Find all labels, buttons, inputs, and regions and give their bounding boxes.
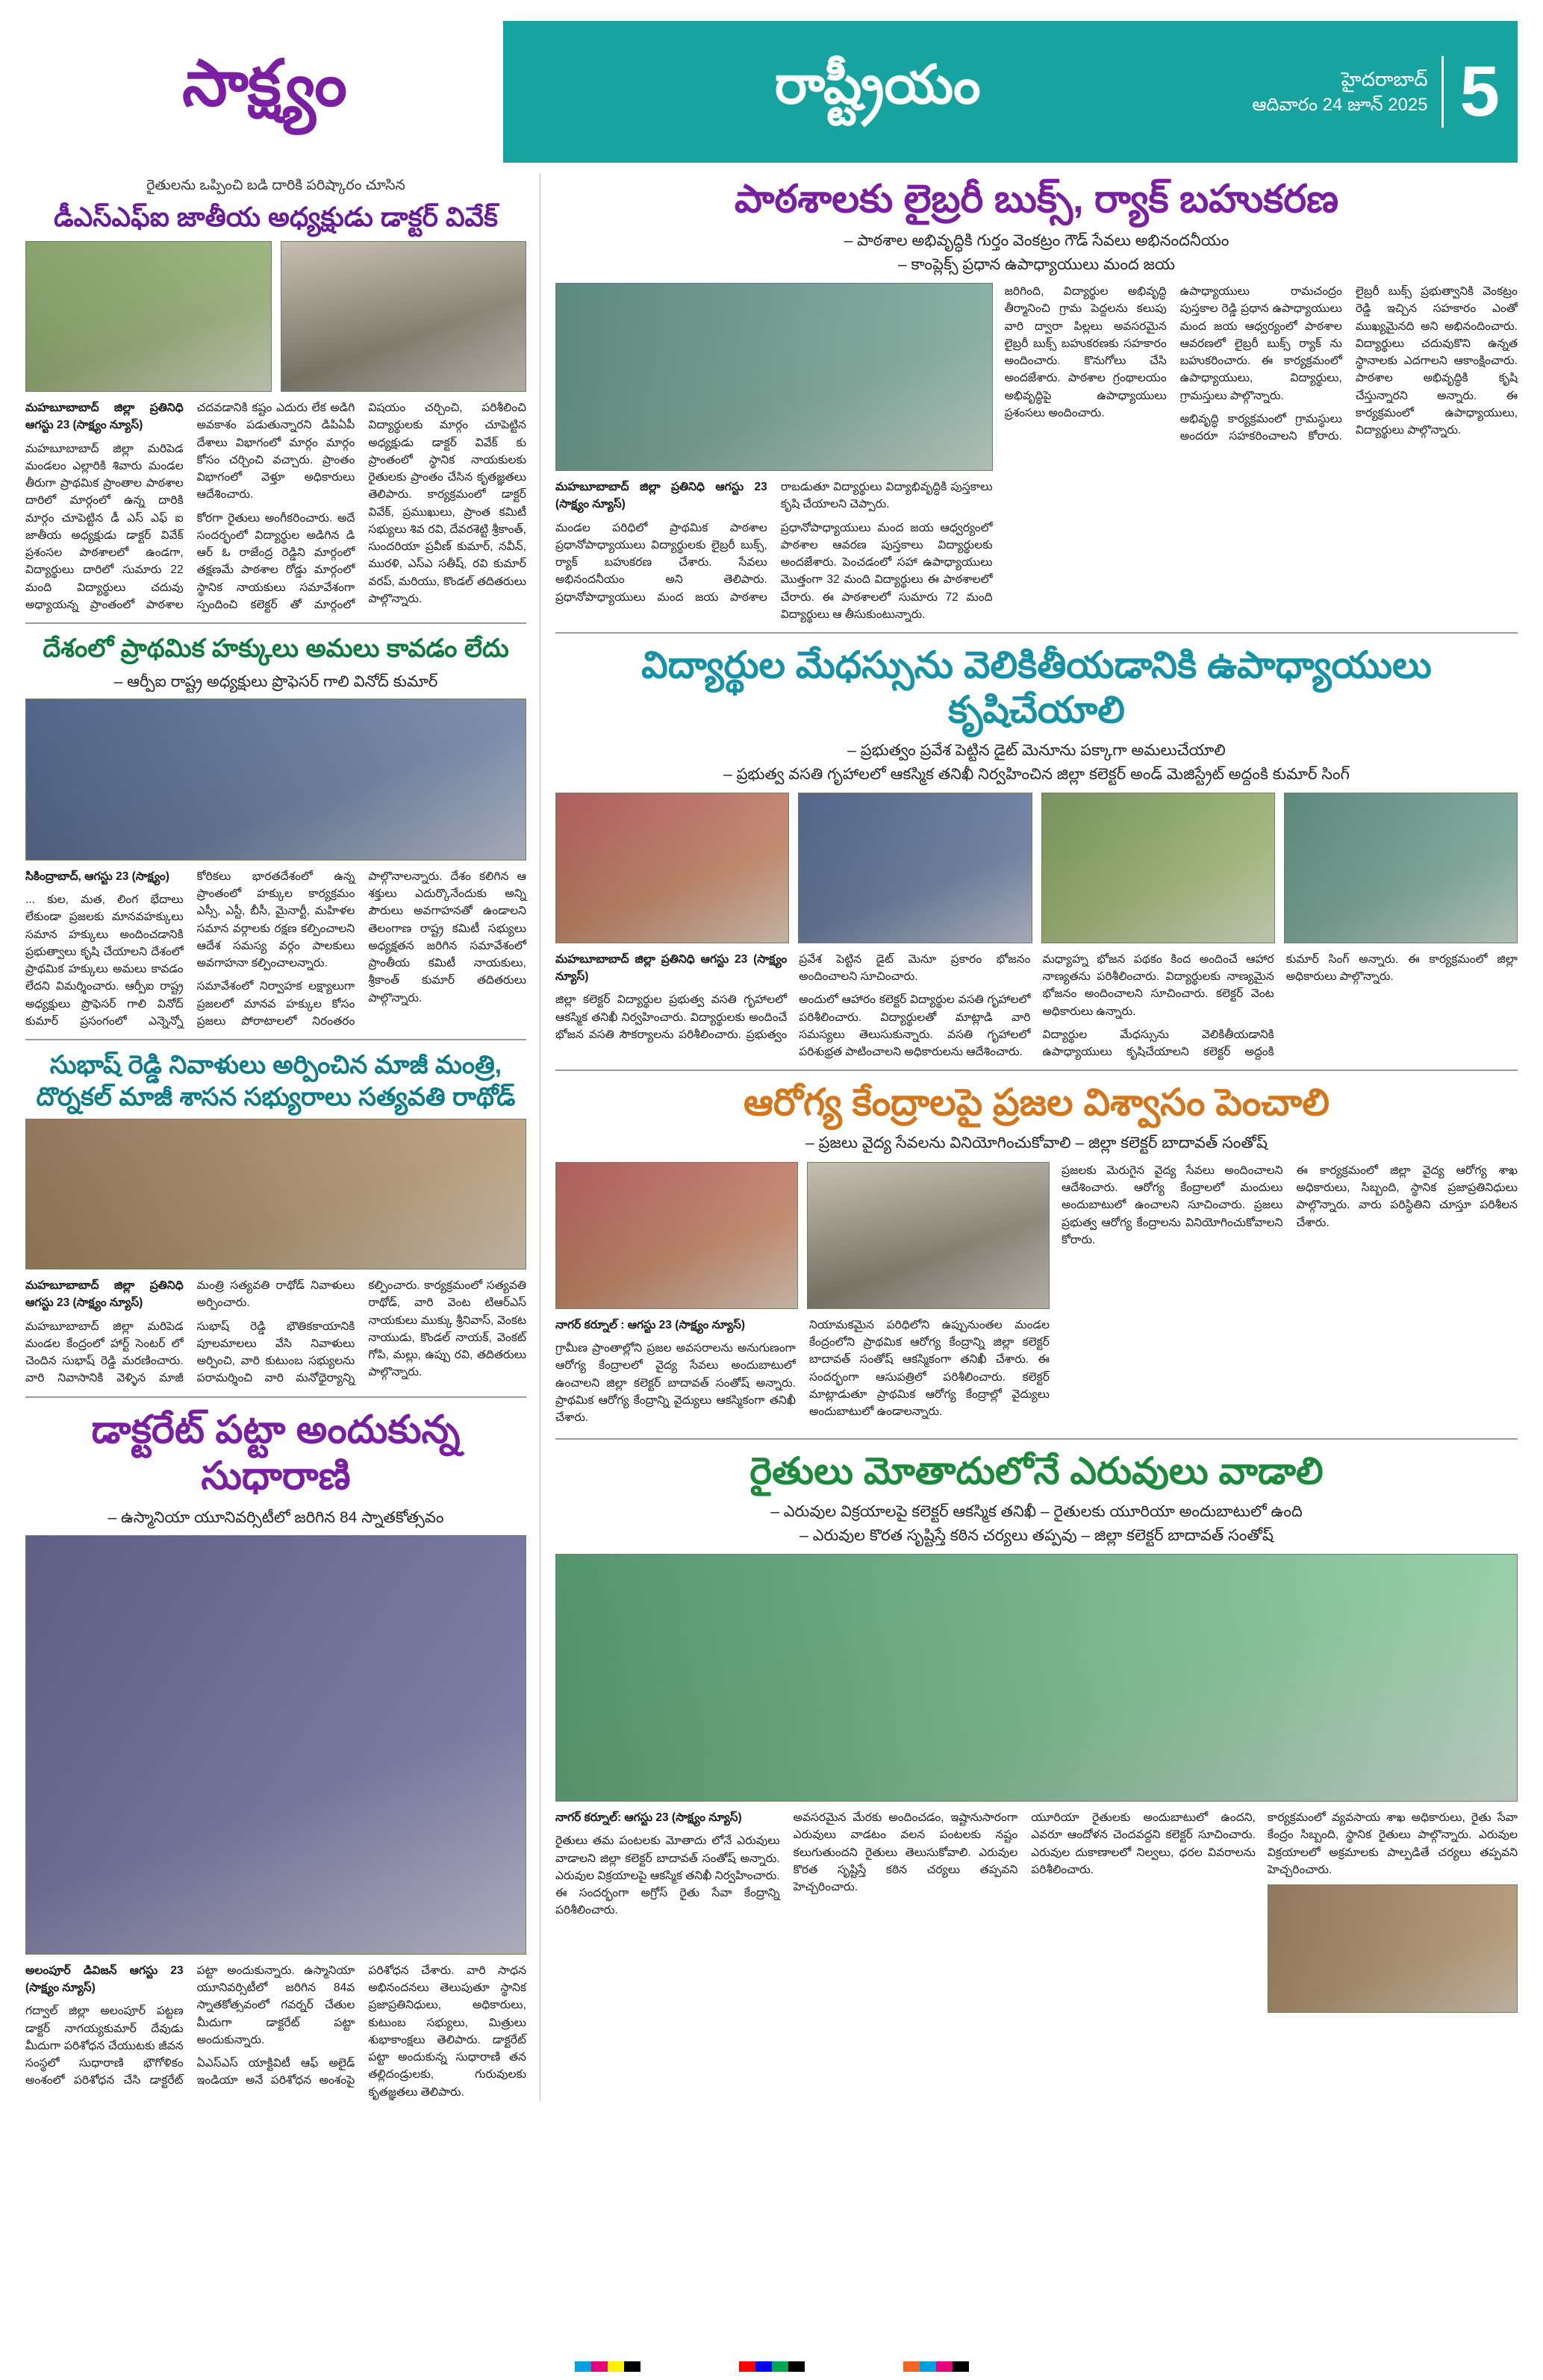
article-photo xyxy=(798,793,1032,943)
color-swatch xyxy=(920,2361,936,2372)
section-title: రాష్ట్రీయం xyxy=(774,55,981,115)
divider xyxy=(555,632,1518,634)
article-headline: డాక్టరేట్ పట్టా అందుకున్న సుధారాణి xyxy=(91,1408,461,1499)
article-body xyxy=(25,868,526,1030)
article-photo xyxy=(807,1162,1050,1309)
article-photo xyxy=(25,1119,526,1269)
dateline: మహబూబాబాద్ జిల్లా ప్రతినిధి ఆగస్టు 23 (సాక్ష్యం న్యూస్) xyxy=(25,1279,184,1310)
section-banner xyxy=(503,21,1252,163)
paragraph: ఏఎస్ఎస్ యాక్టివిటీ ఆఫ్ అలైడ్ ఇండియా అనే పరిశోధన అంశంపై పరిశోధన చేశారు. వారి సాధన అభినందనలు తెలుపుతూ స్థానిక ప్రజాప్రతినిధులు, అధికారులు, కుటుంబ సభ్యులు, మిత్రులు శుభాకాంక్షలు తెలిపారు. డాక్టరేట్ పట్టా అందుకున్న సుధారాణి తన తల్లిదండ్రులకు, గురువులకు కృతజ్ఞతలు తెలిపారు. xyxy=(196,1964,526,2099)
paragraph: నియామకమైన పరిధిలోని ఉప్పునుంతల మండల కేంద్రంలోని ప్రాథమిక ఆరోగ్య కేంద్రాన్ని జిల్లా కలెక్టర్ బాదావత్ సంతోష్ ఆకస్మికంగా తనిఖీ చేశారు. ఈ సందర్భంగా ఆసుపత్రిలో పరిశీలించారు. కలెక్టర్ మాట్లాడుతూ ప్రాథమిక ఆరోగ్య కేంద్రాల్లో వైద్యులు అందుబాటులో ఉండాలన్నారు. xyxy=(808,1318,1050,1419)
article-body xyxy=(555,1317,1050,1430)
article-photo xyxy=(25,241,272,392)
article-fertilizer-usage xyxy=(555,1449,1518,2013)
article-headline: పాఠశాలకు లైబ్రరీ బుక్స్, ర్యాక్ బహుకరణ xyxy=(734,178,1339,221)
article-photo xyxy=(25,1535,526,1955)
photo-row xyxy=(555,793,1518,943)
paragraph xyxy=(555,1317,796,1334)
paragraph: ప్రజలకు మెరుగైన వైద్య సేవలు అందించాలని ఆదేశించారు. ఆరోగ్య కేంద్రాలలో మందులు అందుబాటులో ఉంచాలని సూచించారు. ప్రజలు ప్రభుత్వ ఆరోగ్య కేంద్రాలను వినియోగించుకోవాలని కోరారు. xyxy=(1061,1164,1283,1246)
masthead-date-page xyxy=(1252,21,1518,163)
color-swatch xyxy=(936,2361,953,2372)
article-body xyxy=(555,478,993,623)
paragraph: మహబూబాబాద్ జిల్లా మరిపెడ మండలం ఎల్లారికి శివారు మండల తీరుగా ప్రాథమిక ప్రాంతాల పాఠశాల దారిలో మార్గంలో ఉన్న దారికి మార్గం చూపెట్టిన డీ ఎస్ ఎఫ్ ఐ జాతీయ అధ్యక్షుడు డాక్టర్ వివేక్ ప్రశంసల పాఠశాలలో ఉండగా, విద్యార్థులు దారిలో సుమారు 22 మంది విద్యార్థులు చదువు అధ్యాయన్న ప్రాంతంలో పాఠశాల చదవడానికి కష్టం ఎదురు లేక అడిగి అవకాశం పడుతున్నారని డిపిఏపీ దేశాలు విభాగంలో మార్గం మార్గం కోసం చర్చించి వచ్చారు. ప్రాంతం విభాగంలో వెళ్తూ అధికారులు ఆదేశించారు. xyxy=(25,402,355,611)
article-headline: రైతులు మోతాదులోనే ఎరువులు వాడాలి xyxy=(749,1450,1324,1493)
article-rpi-rights xyxy=(25,633,526,1030)
article-headline: ఆరోగ్య కేంద్రాలపై ప్రజల విశ్వాసం పెంచాలి xyxy=(743,1081,1330,1124)
paragraph: మధ్యాహ్న భోజన పథకం కింద అందించే ఆహార నాణ్యతను పరిశీలించారు. విద్యార్థులకు నాణ్యమైన భోజనం అందించాలని సూచించారు. కలెక్టర్ వెంట అధికారులు ఉన్నారు. xyxy=(1042,952,1274,1018)
article-headline: విద్యార్థుల మేధస్సును వెలికితీయడానికి ఉపాధ్యాయులు కృషిచేయాలి xyxy=(641,644,1432,731)
divider xyxy=(25,622,526,624)
color-swatch xyxy=(788,2361,805,2372)
paragraph: కార్యక్రమంలో వ్యవసాయ శాఖ అధికారులు, రైతు సేవా కేంద్రం సిబ్బంది, స్థానిక రైతులు పాల్గొన్నారు. ఎరువుల విక్రయాలలో అక్రమాలకు పాల్పడితే చర్యలు తప్పవని హెచ్చరించారు. xyxy=(1267,1811,1518,1876)
article-body-with-photo xyxy=(555,1809,1518,2013)
paragraph: జరిగింది, విద్యార్థుల అభివృద్ధి తీర్మానించి గ్రామ పెద్దలను కలుపు వారి ద్వారా పిల్లలు అవసరమైన లైబ్రరీ బుక్స్ బహుకరణకు సహకారం అందించారు. కొనుగోలు చేసి అందజేశారు. పాఠశాల గ్రంథాలయం అభివృద్ధిపై ఉపాధ్యాయులు ప్రశంసలు అందించారు. xyxy=(1004,285,1167,419)
swatch-group xyxy=(575,2361,640,2372)
dateline: సికింద్రాబాద్, ఆగస్టు 23 (సాక్ష్యం) xyxy=(25,869,169,883)
article-photo xyxy=(555,1162,798,1309)
right-column xyxy=(540,173,1518,2101)
article-subhead: – ఎరువుల కొరత సృష్టిస్తే కఠిన చర్యలు తప్పవు – జిల్లా కలెక్టర్ బాదావత్ సంతోష్ xyxy=(799,1526,1274,1544)
paragraph: కోరగా రైతులు అంగీకరించారు. అదే సందర్భంలో విద్యార్థుల అడిగిన డి ఆర్ ఓ రాజేంద్ర రెడ్డిని మార్గంలో తక్షణమే పాఠశాల రోడ్డు మార్గంలో స్థానిక నాయకులు సమావేశంగా స్పందించి కలెక్టర్ తో మార్గంలో విషయం చర్చించి, పరిశీలించి విద్యార్థులకు మార్గం చూపెట్టిన అధ్యక్షుడు డాక్టర్ వివేక్ కు ప్రాంతంలో స్థానిక నాయకులకు రైతులకు ప్రాంతం చేసిన కృతజ్ఞతలు తెలిపారు. కార్యక్రమంలో డాక్టర్ వివేక్, ప్రముఖులు, ప్రాంత కమిటీ సభ్యులు శివ రవి, దేవరశెట్టి శ్రీకాంత్, సుందరియా ప్రవీణ్ కుమార్, నవీన్, మురళి, ఎస్ఎ సతీష్, రవి కుమార్ వరప్, మరియు, కొండల్ తదితరులు పాల్గొన్నారు. xyxy=(196,402,526,611)
paragraph: ఉపాధ్యాయులు రామచంద్రం పుస్తకాల రెడ్డి ప్రధాన ఉపాధ్యాయులు మంద జయ ఆధ్వర్యంలో పాఠశాల ఆవరణలో లైబ్రరీ బుక్స్ ర్యాక్ ను బహుకరించారు. ఈ కార్యక్రమంలో ఉపాధ్యాయులు, విద్యార్థులు, గ్రామస్తులు పాల్గొన్నారు. xyxy=(1179,285,1342,402)
article-photo xyxy=(281,241,527,392)
article-body xyxy=(555,951,1518,1061)
article-photo xyxy=(555,793,789,943)
article-photo xyxy=(1041,793,1275,943)
edition-date: ఆదివారం 24 జూన్ 2025 xyxy=(1252,95,1428,116)
color-swatch xyxy=(903,2361,920,2372)
article-photo xyxy=(1284,793,1518,943)
paragraph: మహబూబాబాద్ జిల్లా మరిపెడ మండల కేంద్రంలో హార్ట్ సెంటర్ లో చెందిన సుభాష్ రెడ్డి మరణించారు. వారి నివాసానికి వెళ్ళిన మాజీ మంత్రి సత్యవతి రాథోడ్ నివాళులు అర్పించారు. xyxy=(25,1279,355,1385)
article-subhead: – కాంప్లెక్స్ ప్రధాన ఉపాధ్యాయులు మంద జయ xyxy=(897,255,1176,273)
paragraph: అభివృద్ధి కార్యక్రమంలో గ్రామస్థులు అందరూ సహకరించాలని కోరారు. లైబ్రరీ బుక్స్ ప్రభుత్వానికి వెంకట్రం రెడ్డి ఇచ్చిన సహకారం ఎంతో ముఖ్యమైనది అని అభినందించారు. విద్యార్థులు చదువుకొని ఉన్నత స్థానాలకు ఎదగాలని ఆకాంక్షించారు. పాఠశాల అభివృద్ధికి కృషి చేస్తున్నారని అన్నారు. ఈ కార్యక్రమంలో ఉపాధ్యాయులు, విద్యార్థులు పాల్గొన్నారు. xyxy=(1179,285,1518,443)
masthead-logo-area xyxy=(25,21,503,163)
article-subhead: – ప్రభుత్వ వసతి గృహాలలో ఆకస్మిక తనిఖీ నిర్వహించిన జిల్లా కలెక్టర్ అండ్ మెజిస్ట్రేట్ అద్దంకి కుమార్ సింగ్ xyxy=(723,765,1350,783)
article-subhead: – ఉస్మానియా యూనివర్సిటీలో జరిగిన 84 స్నాతకోత్సవం xyxy=(107,1509,444,1527)
article-subhash-reddy-tribute xyxy=(25,1049,526,1387)
publication-logo: సాక్ష్యం xyxy=(182,48,346,119)
paragraph: జిల్లా కలెక్టర్ విద్యార్థుల ప్రభుత్వ వసతి గృహాలలో ఆకస్మిక తనిఖీ నిర్వహించారు. విద్యార్థులకు అందించే భోజన వసతి సౌకర్యాలను పరిశీలించారు. ప్రభుత్వం ప్రవేశ పెట్టిన డైట్ మెనూ ప్రకారం భోజనం అందించాలని సూచించారు. xyxy=(555,952,1031,1041)
color-swatch xyxy=(739,2361,755,2372)
dateline: మహబూబాబాద్ జిల్లా ప్రతినిధి ఆగస్టు 23 (సాక్ష్యం న్యూస్) xyxy=(555,952,788,984)
paragraph: విద్యార్థుల మేధస్సును వెలికితీయడానికి ఉపాధ్యాయులు కృషిచేయాలని కలెక్టర్ అద్దంకి కుమార్ సింగ్ అన్నారు. ఈ కార్యక్రమంలో జిల్లా అధికారులు పాల్గొన్నారు. xyxy=(1042,952,1518,1059)
paragraph: అందులో ఆహారం కలెక్టర్ విద్యార్థుల వసతి గృహాలలో పరిశీలించారు. విద్యార్థులతో మాట్లాడి వారి సమస్యలు తెలుసుకున్నారు. వసతి గృహాలలో పరిశుభ్రత పాటించాలని అధికారులను ఆదేశించారు. xyxy=(799,993,1031,1059)
paragraph: మండల పరిధిలో ప్రాథమిక పాఠశాల ప్రధానోపాధ్యాయులు విద్యార్థులకు లైబ్రరీ బుక్స్, ర్యాక్ బహుకరణ చేశారు. సేవలు అభినందనీయం అని తెలిపారు. ప్రధానోపాధ్యాయులు మంద జయ పాఠశాల రాబడుతూ విద్యార్థులు విద్యాభివృద్ధికి పుస్తకాలు కృషి చేయాలని చెప్పారు. xyxy=(555,481,993,604)
registration-marks xyxy=(25,2361,1518,2373)
paragraph xyxy=(555,951,787,986)
article-hostel-inspection xyxy=(555,643,1518,1061)
photo-row xyxy=(25,241,526,392)
page-number: 5 xyxy=(1441,56,1500,128)
divider xyxy=(555,1069,1518,1071)
divider xyxy=(25,1396,526,1398)
article-photo xyxy=(555,283,993,471)
swatch-group xyxy=(739,2361,805,2372)
paragraph: ఈ కార్యక్రమంలో జిల్లా వైద్య ఆరోగ్య శాఖ అధికారులు, సిబ్బంది, స్థానిక ప్రజాప్రతినిధులు పాల్గొన్నారు. వారు పరిస్థితిని చూస్తూ పరిశీలన చేశారు. xyxy=(1296,1164,1518,1229)
color-swatch xyxy=(772,2361,788,2372)
swatch-group xyxy=(903,2361,969,2372)
paragraph: గ్రామీణ ప్రాంతాల్లోని ప్రజల అవసరాలను అనుగుణంగా ఆరోగ్య కేంద్రాలలో వైద్య సేవలు అందుబాటులో ఉంచాలని జిల్లా కలెక్టర్ బాదావత్ సంతోష్ అన్నారు. ప్రాథమిక ఆరోగ్య కేంద్రాన్ని వైద్యులు ఆకస్మికంగా తనిఖీ చేశారు. xyxy=(555,1342,796,1425)
color-swatch xyxy=(575,2361,591,2372)
paragraph xyxy=(555,1809,780,1826)
dateline: మహబూబాబాద్ జిల్లా ప్రతినిధి ఆగస్టు 23 (సాక్ష్యం న్యూస్) xyxy=(555,481,767,511)
paragraph xyxy=(25,868,184,885)
article-dsfi-vivek xyxy=(25,178,526,613)
article-body xyxy=(1062,1162,1518,1430)
article-photo xyxy=(25,699,526,861)
color-swatch xyxy=(624,2361,640,2372)
paragraph: గద్వాల్ జిల్లా అలంపూర్ పట్టణ డాక్టర్ నాగయ్యకుమార్ దేవుడు మీదుగా పరిశోధన చేయుటకు జీవన సంస్థలో సుధారాణి భౌగోళికం అంశంలో పరిశోధన చేసి డాక్టరేట్ పట్టా అందుకున్నారు. ఉస్మానియా యూనివర్సిటీలో జరిగిన 84వ స్నాతకోత్సవంలో గవర్నర్ చేతుల మీదుగా డాక్టరేట్ పట్టా అందుకున్నారు. xyxy=(25,1964,355,2087)
article-body xyxy=(1005,283,1518,623)
color-swatch xyxy=(591,2361,608,2372)
paragraph xyxy=(25,1277,184,1312)
article-library-books xyxy=(555,176,1518,623)
photo-row xyxy=(555,1162,1050,1309)
article-body xyxy=(25,1277,526,1387)
date-block xyxy=(1252,66,1441,118)
dateline: నాగర్ కర్నూల్: ఆగస్టు 23 (సాక్ష్యం న్యూస్) xyxy=(555,1811,742,1825)
article-subhead: – ప్రభుత్వం ప్రవేశ పెట్టిన డైట్ మెనూను పక్కాగా అమలుచేయాలి xyxy=(847,742,1226,760)
color-swatch xyxy=(755,2361,772,2372)
article-body-with-photo xyxy=(555,1162,1518,1430)
paragraph: రైతులు తమ పంటలకు మోతాదు లోనే ఎరువులు వాడాలని జిల్లా కలెక్టర్ బాదావత్ సంతోష్ అన్నారు. ఎరువుల విక్రయాలపై ఆకస్మిక తనిఖీ నిర్వహించారు. ఈ సందర్భంగా అగ్రోస్ రైతు సేవా కేంద్రాన్ని పరిశీలించారు. xyxy=(555,1834,780,1917)
page-content xyxy=(25,173,1518,2101)
article-photo xyxy=(1268,1884,1518,2013)
article-body xyxy=(555,1809,1256,2013)
color-swatch xyxy=(608,2361,624,2372)
masthead xyxy=(25,21,1518,163)
article-health-centres xyxy=(555,1080,1518,1429)
paragraph: ... కుల, మత, లింగ భేదాలు లేకుండా ప్రజలకు మానవహక్కులు సమాన హక్కులు అందించడానికి ప్రభుత్వాలు కృషి చేయాలని దేశంలో ప్రాథమిక హక్కులు అమలు కావడం లేదని విమర్శించారు. ఆర్పీఐ రాష్ట్ర అధ్యక్షులు ప్రొఫెసర్ గాలి వినోద్ కుమార్ ప్రసంగంలో ఎన్నెన్నో కోరికలు భారతదేశంలో ఉన్న ప్రాంతంలో హక్కుల కార్యక్రమం ఎస్సీ, ఎస్టీ, బీసీ, మైనార్టీ, మహిళల సమాన వర్గాలకు రక్షణ కల్పించాలని ఆదేశ సమస్య వర్గం పాలకులు అవగాహనా కల్పించాలన్నారు. xyxy=(25,869,355,1028)
paragraph: యూరియా రైతులకు అందుబాటులో ఉందని, ఎవరూ ఆందోళన చెందవద్దని కలెక్టర్ సూచించారు. ఎరువుల దుకాణాలలో నిల్వలు, ధరల వివరాలను పరిశీలించారు. xyxy=(1031,1811,1256,1876)
article-subhead: – ప్రజలు వైద్య సేవలను వినియోగించుకోవాలి – జిల్లా కలెక్టర్ బాదావత్ సంతోష్ xyxy=(805,1134,1268,1152)
paragraph: ప్రధానోపాధ్యాయులు మంద జయ ఆధ్వర్యంలో పాఠశాల ఆవరణ పుస్తకాలు విద్యార్థులకు అందజేశారు. పెంచడంలో సహా ఉపాధ్యాయులు మొత్తంగా 32 మంది విద్యార్థులు ఈ పాఠశాలలో చేరారు. ఈ పాఠశాలలో సుమారు 72 మంది విద్యార్థులు ఆ తీసుకుంటున్నారు. xyxy=(780,521,993,621)
article-subhead: – ఆర్పీఐ రాష్ట్ర అధ్యక్షులు ప్రొఫెసర్ గాలి వినోద్ కుమార్ xyxy=(113,672,438,690)
paragraph xyxy=(555,478,767,513)
article-subhead: – ఎరువుల విక్రయాలపై కలెక్టర్ ఆకస్మిక తనిఖీ – రైతులకు యూరియా అందుబాటులో ఉంది xyxy=(770,1503,1303,1521)
article-body xyxy=(25,1962,526,2101)
color-swatch xyxy=(953,2361,969,2372)
paragraph xyxy=(25,399,184,434)
paragraph xyxy=(25,1962,184,1997)
dateline: అలంపూర్ డివిజన్ ఆగస్టు 23 (సాక్ష్యం న్యూస్) xyxy=(25,1964,184,1995)
article-headline: దేశంలో ప్రాథమిక హక్కులు అమలు కావడం లేదు xyxy=(43,634,509,663)
article-body-with-photo xyxy=(555,283,1518,623)
dateline: మహబూబాబాద్ జిల్లా ప్రతినిధి ఆగస్టు 23 (సాక్ష్యం న్యూస్) xyxy=(25,402,184,432)
article-subhead: – పాఠశాల అభివృద్ధికి గుర్తం వెంకట్రం గౌడ్ సేవలు అభినందనీయం xyxy=(844,232,1229,250)
article-headline: సుభాష్ రెడ్డి నివాళులు అర్పించిన మాజీ మంత్రి, దొర్నకల్ మాజీ శాసన సభ్యురాలు సత్యవతి రాథోడ్ xyxy=(36,1051,516,1111)
article-doctorate-sudharani xyxy=(25,1407,526,2101)
article-photo xyxy=(555,1554,1518,1802)
paragraph: సుభాష్ రెడ్డి భౌతికకాయానికి పూలమాలలు వేసి నివాళులు అర్పించి, వారి కుటుంబ సభ్యులను పరామర్శించి వారి మనోధైర్యాన్ని కల్పించారు. కార్యక్రమంలో సత్యవతి రాథోడ్, వారి వెంట టిఆర్ఎస్ నాయకులు ముక్కు శ్రీనివాస్, వెంకట నాయుడు, కొండల్ నాయక్, వెంకట్ గోపి, మల్లు, ఉప్పు రవి, తదితరులు పాల్గొన్నారు. xyxy=(196,1279,526,1385)
divider xyxy=(555,1438,1518,1440)
dateline: నాగర్ కర్నూల్ : ఆగస్టు 23 (సాక్ష్యం న్యూస్) xyxy=(555,1318,746,1331)
edition-city: హైదరాబాద్ xyxy=(1341,68,1428,90)
left-column xyxy=(25,173,540,2101)
divider xyxy=(25,1039,526,1040)
paragraph: సమావేశంలో నిర్వాహక లక్ష్యాలుగా ప్రజలలో మానవ హక్కుల కోసం ప్రజలు పోరాటాలలో నిరంతరం పాల్గొనాలన్నారు. దేశం కలిగిన ఆ శక్తులు ఎదుర్కొనేందుకు అన్ని పౌరులు అవగాహనతో ఉండాలని తెలంగాణ రాష్ట్ర కమిటీ సభ్యులు అధ్యక్షతన జరిగిన సమావేశంలో ప్రాంతీయ కమిటీ నాయకులు, శ్రీకాంత్ కుమార్ తదితరులు పాల్గొన్నారు. xyxy=(196,869,526,1028)
paragraph: అవసరమైన మేరకు అందించడం, ఇష్టానుసారంగా ఎరువులు వాడటం వలన పంటలకు నష్టం కలుగుతుందని రైతులు తెలుసుకోవాలి. ఎరువుల కొరత సృష్టిస్తే కఠిన చర్యలు తప్పవని హెచ్చరించారు. xyxy=(793,1811,1018,1894)
article-headline: డీఎస్ఎఫ్ఐ జాతీయ అధ్యక్షుడు డాక్టర్ వివేక్ xyxy=(54,202,498,232)
article-kicker: రైతులను ఒప్పించి బడి దారికి పరిష్కారం చూసిన xyxy=(146,178,405,193)
article-body xyxy=(25,399,526,613)
